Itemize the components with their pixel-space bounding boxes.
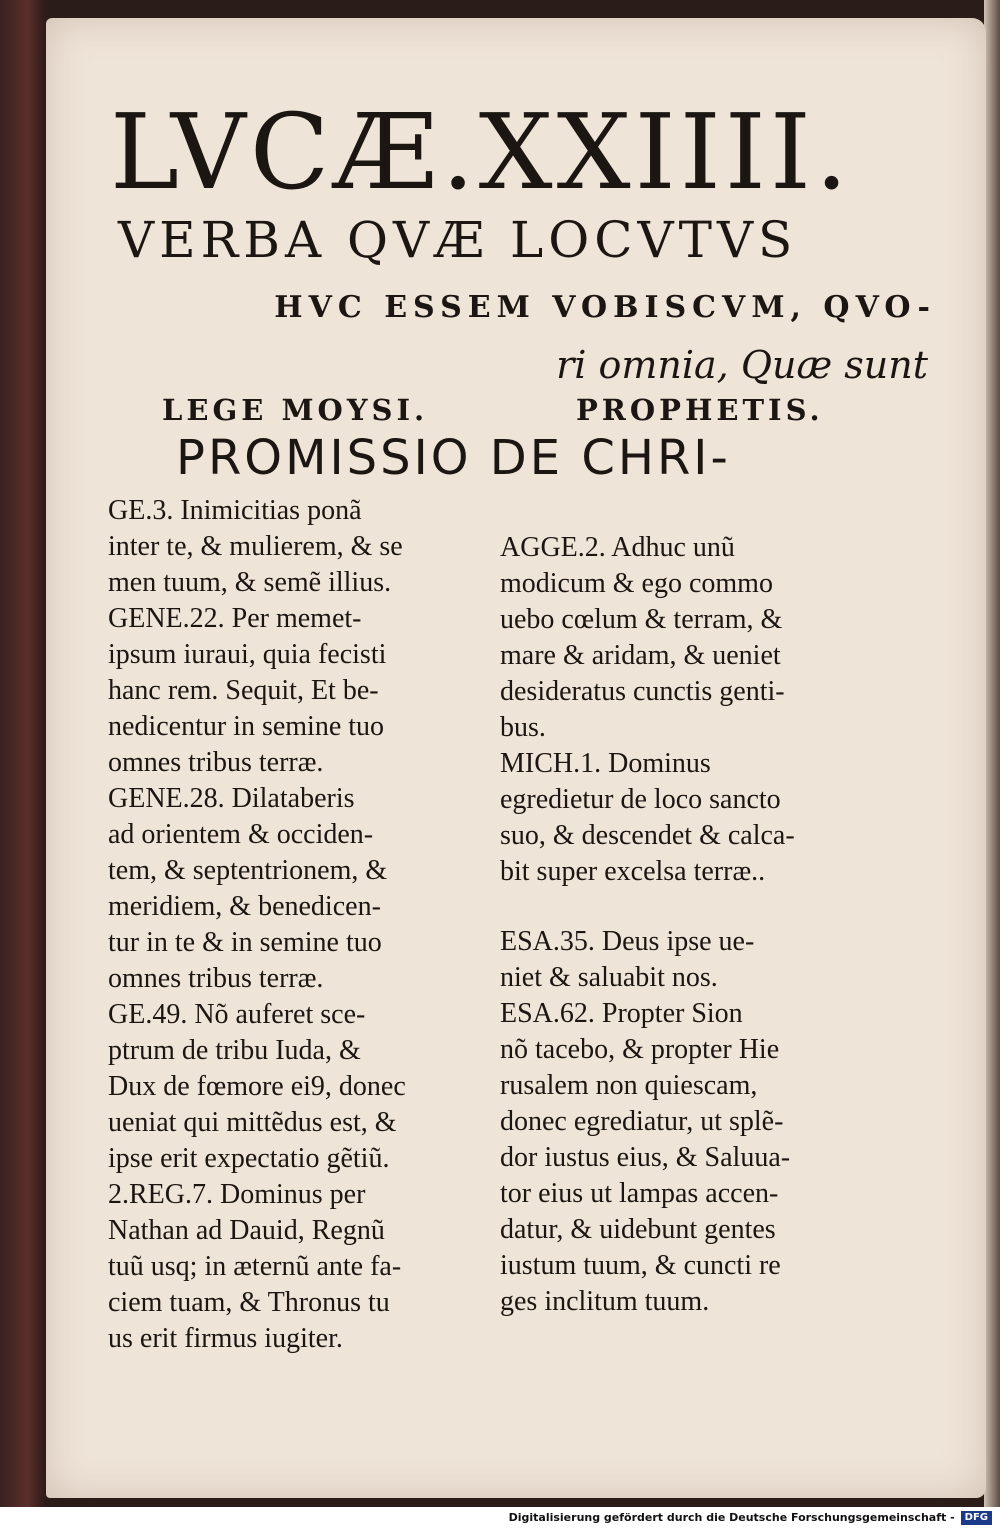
text-line: ipse erit expectatio gẽtiũ. [108, 1143, 390, 1174]
text-line: desideratus cunctis genti- [500, 676, 785, 707]
text-line: GENE.28. Dilataberis [108, 783, 355, 814]
text-line: bus. [500, 712, 546, 743]
text-line: omnes tribus terræ. [108, 963, 324, 994]
text-line: ciem tuam, & Thronus tu [108, 1287, 390, 1318]
text-line: niet & saluabit nos. [500, 962, 718, 993]
text-line: GE.49. Nõ auferet sce- [108, 999, 366, 1030]
right-column-block-a [500, 530, 920, 890]
page-title: LVCÆ.XXIIII. [110, 91, 853, 213]
text-line: uebo cœlum & terram, & [500, 604, 783, 635]
text-line: iustum tuum, & cuncti re [500, 1250, 781, 1281]
text-line: tem, & septentrionem, & [108, 855, 388, 886]
text-line: hanc rem. Sequit, Et be- [108, 675, 379, 706]
text-line: GENE.22. Per memet- [108, 603, 362, 634]
promissio-heading: PROMISSIO DE CHRI- [176, 430, 731, 486]
prophetis-label: PROPHETIS. [576, 393, 824, 427]
text-line: GE.3. Inimicitias ponã [108, 495, 362, 526]
heading-line-4: ri omnia, Quæ sunt [556, 343, 928, 387]
text-line: Dux de fœmore ei9, donec [108, 1071, 406, 1102]
column-gap [500, 890, 920, 924]
text-line: dor iustus eius, & Saluua- [500, 1142, 791, 1173]
text-line: ipsum iuraui, quia fecisti [108, 639, 387, 670]
text-line: egredietur de loco sancto [500, 784, 781, 815]
text-line: ESA.62. Propter Sion [500, 998, 743, 1029]
book-spine [0, 0, 46, 1510]
text-line: inter te, & mulierem, & se [108, 531, 403, 562]
lege-moysi-label: LEGE MOYSI. [162, 393, 429, 427]
text-line: MICH.1. Dominus [500, 748, 711, 779]
text-line: donec egrediatur, ut splẽ- [500, 1106, 784, 1137]
text-line: 2.REG.7. Dominus per [108, 1179, 366, 1210]
text-line: nedicentur in semine tuo [108, 711, 385, 742]
text-line: nõ tacebo, & propter Hie [500, 1034, 780, 1065]
right-text-column [500, 530, 920, 1320]
text-line: modicum & ego commo [500, 568, 773, 599]
text-line: Nathan ad Dauid, Regnũ [108, 1215, 385, 1246]
text-line: omnes tribus terræ. [108, 747, 324, 778]
footer-credit: Digitalisierung gefördert durch die Deutsche Forschungsgemeinschaft - [508, 1511, 955, 1524]
digitization-footer [0, 1507, 1000, 1529]
text-line: rusalem non quiescam, [500, 1070, 758, 1101]
heading-line-3: HVC ESSEM VOBISCVM, QVO- [274, 290, 936, 325]
text-line: ESA.35. Deus ipse ue- [500, 926, 755, 957]
text-line: datur, & uidebunt gentes [500, 1214, 776, 1245]
text-line: tur in te & in semine tuo [108, 927, 382, 958]
dfg-logo: DFG [961, 1511, 992, 1525]
right-column-block-b [500, 924, 920, 1320]
text-line: ueniat qui mittẽdus est, & [108, 1107, 397, 1138]
text-line: tuũ usq; in æternũ ante fa- [108, 1251, 402, 1282]
text-line: ad orientem & occiden- [108, 819, 374, 850]
text-line: mare & aridam, & ueniet [500, 640, 781, 671]
text-line: us erit firmus iugiter. [108, 1323, 343, 1354]
text-line: bit super excelsa terræ.. [500, 856, 766, 887]
text-line: men tuum, & semẽ illius. [108, 567, 392, 598]
text-line: tor eius ut lampas accen- [500, 1178, 779, 1209]
left-text-column [108, 493, 508, 1357]
text-line: suo, & descendet & calca- [500, 820, 795, 851]
page-edge [984, 0, 1000, 1510]
heading-line-2: VERBA QVÆ LOCVTVS [118, 211, 798, 269]
text-line: ptrum de tribu Iuda, & [108, 1035, 361, 1066]
text-line: meridiem, & benedicen- [108, 891, 381, 922]
text-line: ges inclitum tuum. [500, 1286, 710, 1317]
text-line: AGGE.2. Adhuc unũ [500, 532, 735, 563]
